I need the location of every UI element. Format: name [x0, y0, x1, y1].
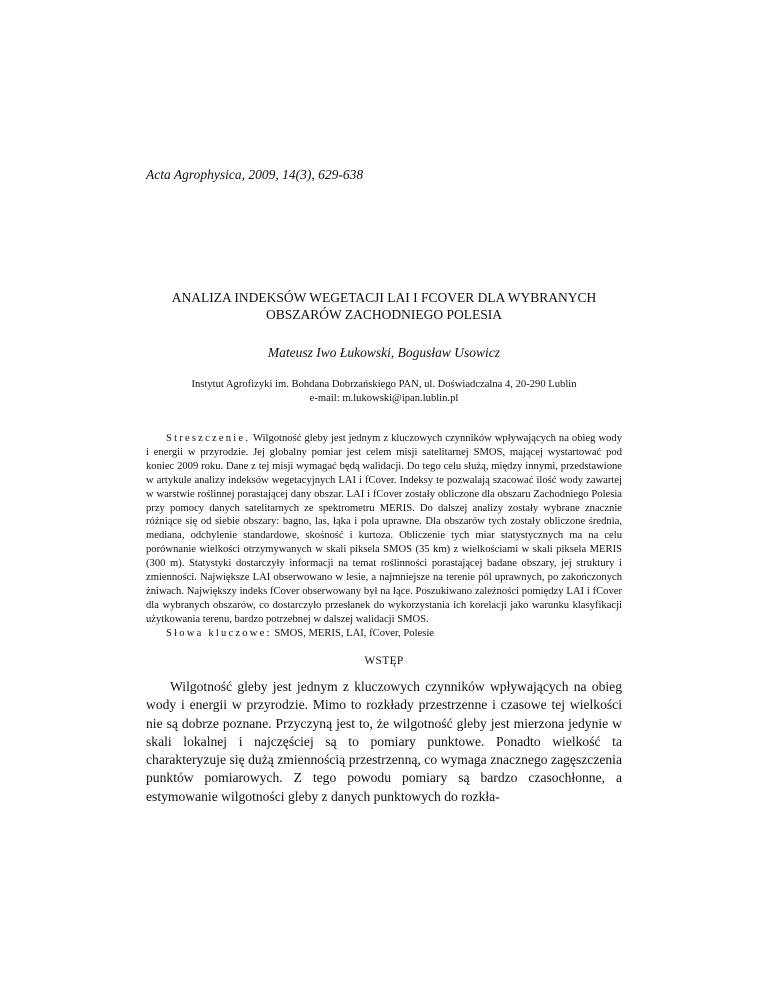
abstract-label: Streszczenie. — [166, 433, 251, 444]
journal-reference: Acta Agrophysica, 2009, 14(3), 629-638 — [146, 167, 364, 182]
affiliation-email: e-mail: m.lukowski@ipan.lublin.pl — [309, 392, 459, 404]
affiliation-institute: Instytut Agrofizyki im. Bohdana Dobrzańskiego PAN, ul. Doświadczalna 4, 20-290 Lublin — [191, 379, 577, 390]
section-heading: WSTĘP — [364, 655, 404, 667]
authors: Mateusz Iwo Łukowski, Bogusław Usowicz — [267, 345, 501, 360]
abstract-paragraph — [146, 432, 622, 627]
abstract-text: Wilgotność gleby jest jednym z kluczowych czynników wpływających na obieg wody i energii w przyrodzie. Jej globalny pomiar jest celem misji satelitarnej SMOS, mającej wystartować pod koniec 2009 roku. Dane z tej misji wymagać będą walidacji. Do tego celu służą, między innymi, przedstawione w artykule analizy indeksów wegetacyjnych LAI i fCover. Indeksy te pozwalają szacować ilość wody zawartej w warstwie roślinnej porastającej dany obszar. LAI i fCover zostały obliczone dla obszaru Zachodniego Polesia przy pomocy danych satelitarnych ze spektrometru MERIS. Do dalszej analizy zostały wybrane znacznie różniące się od siebie obszary: bagno, las, łąka i pola uprawne. Dla obszarów tych zostały obliczone średnia, mediana, odchylenie standardowe, skośność i kurtoza. Obliczenie tych miar statystycznych ma na celu porównanie wielkości otrzymywanych w skali piksela SMOS (35 km) z wielkościami w skali piksela MERIS (300 m). Statystyki dostarczyły informacji na temat roślinności porastającej badane obszary, jej struktury i zmienności. Największe LAI obserwowano w lesie, a najmniejsze na terenie pól uprawnych, po zakończonych żniwach. Największy indeks fCover obserwowany był na łące. Poszukiwano zależności pomiędzy LAI i fCover dla wybranych obszarów, co dostarczyło przesłanek do wykorzystania ich korelacji jako warunku klasyfikacji użytkowania terenu, bardzo potrzebnej w dalszej walidacji SMOS. — [146, 433, 622, 625]
article-title-line-1: ANALIZA INDEKSÓW WEGETACJI LAI I FCOVER DLA WYBRANYCH — [171, 290, 597, 305]
article-title-line-2: OBSZARÓW ZACHODNIEGO POLESIA — [266, 307, 502, 322]
abstract — [146, 432, 622, 641]
body-paragraph: Wilgotność gleby jest jednym z kluczowych czynników wpływających na obieg wody i energii w przyrodzie. Mimo to rozkłady przestrzenne i czasowe tej wielkości nie są dobrze poznane. Przyczyną jest to, że wilgotność gleby jest mierzona jedynie w skali lokalnej i najczęściej są to pomiary punktowe. Ponadto wielkość ta charakteryzuje się dużą zmiennością przestrzenną, co wymaga znacznego zagęszczenia punktów pomiarowych. Z tego powodu pomiary są bardzo czasochłonne, a estymowanie wilgotności gleby z danych punktowych do rozkła- — [146, 679, 622, 804]
affiliation — [146, 378, 622, 405]
keywords-text: SMOS, MERIS, LAI, fCover, Polesie — [274, 627, 434, 639]
keywords — [146, 627, 622, 641]
keywords-label: Słowa kluczowe: — [166, 627, 272, 639]
article-title — [146, 289, 622, 323]
section-body — [146, 678, 622, 806]
